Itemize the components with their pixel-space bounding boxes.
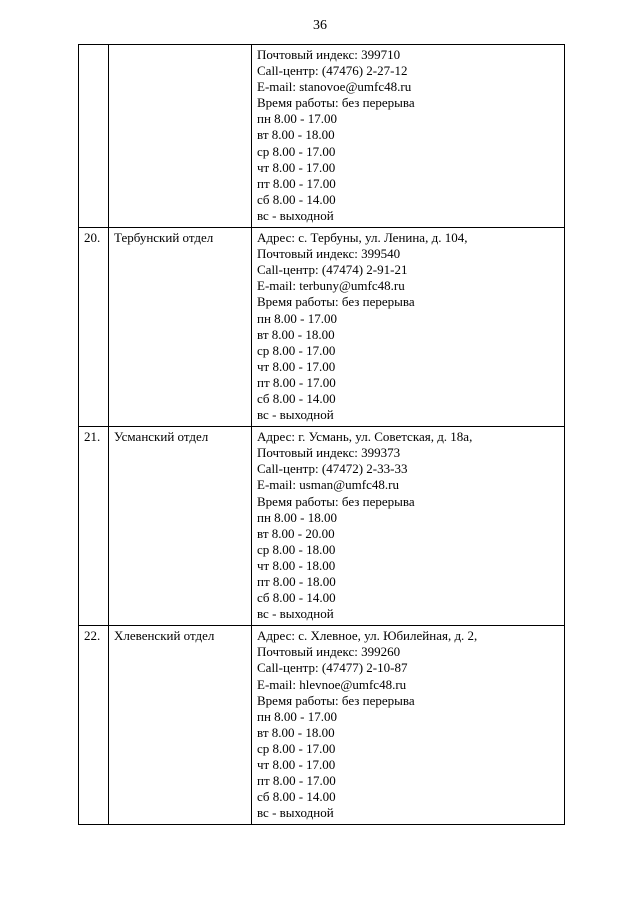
schedule-line: вт 8.00 - 18.00 [257,724,335,740]
office-postal: Почтовый индекс: 399710 [257,47,401,62]
schedule-line: ср 8.00 - 17.00 [257,143,336,159]
schedule-line: сб 8.00 - 14.00 [257,390,336,406]
office-details [252,45,565,228]
office-hours-title: Время работы: без перерыва [257,692,415,708]
office-hours-title: Время работы: без перерыва [257,294,415,310]
schedule-line: ср 8.00 - 18.00 [257,541,336,557]
office-details [252,427,565,626]
schedule-line: сб 8.00 - 14.00 [257,789,336,805]
office-address: Адрес: с. Хлевное, ул. Юбилейная, д. 2, [257,628,478,644]
office-address: Адрес: с. Тербуны, ул. Ленина, д. 104, [257,230,468,246]
schedule-line: вс - выходной [257,606,334,622]
table-row [79,626,565,825]
schedule-line: ср 8.00 - 17.00 [257,342,336,358]
row-number [79,45,109,228]
schedule-line: пт 8.00 - 17.00 [257,773,336,789]
page-number: 36 [313,18,327,33]
schedule-line: пн 8.00 - 17.00 [257,111,337,127]
schedule-line: пн 8.00 - 17.00 [257,310,337,326]
table-row [79,45,565,228]
office-email: E-mail: usman@umfc48.ru [257,477,399,493]
schedule-line: чт 8.00 - 17.00 [257,159,336,175]
office-name: Хлевенский отдел [109,626,252,825]
row-number: 20. [79,228,109,427]
office-phone: Call-центр: (47477) 2-10-87 [257,660,408,676]
schedule-line: пт 8.00 - 17.00 [257,175,336,191]
office-details [252,626,565,825]
schedule-line: чт 8.00 - 17.00 [257,358,336,374]
office-email: E-mail: terbuny@umfc48.ru [257,278,405,294]
schedule-line: вт 8.00 - 18.00 [257,326,335,342]
office-name: Усманский отдел [109,427,252,626]
office-postal: Почтовый индекс: 399373 [257,445,401,461]
office-postal: Почтовый индекс: 399540 [257,246,401,262]
office-postal: Почтовый индекс: 399260 [257,644,401,660]
office-address: Адрес: г. Усмань, ул. Советская, д. 18а, [257,429,473,445]
row-number: 21. [79,427,109,626]
office-phone: Call-центр: (47472) 2-33-33 [257,461,408,477]
schedule-line: вт 8.00 - 18.00 [257,127,335,143]
office-name: Тербунский отдел [109,228,252,427]
office-phone: Call-центр: (47474) 2-91-21 [257,262,408,278]
schedule-line: вт 8.00 - 20.00 [257,525,335,541]
office-details [252,228,565,427]
office-phone: Call-центр: (47476) 2-27-12 [257,63,408,79]
office-name [109,45,252,228]
office-hours-title: Время работы: без перерыва [257,493,415,509]
schedule-line: вс - выходной [257,805,334,821]
schedule-line: сб 8.00 - 14.00 [257,590,336,606]
schedule-line: чт 8.00 - 18.00 [257,557,336,573]
schedule-line: вс - выходной [257,407,334,423]
schedule-line: чт 8.00 - 17.00 [257,757,336,773]
offices-table [78,44,565,825]
schedule-line: пн 8.00 - 18.00 [257,509,337,525]
schedule-line: пт 8.00 - 17.00 [257,374,336,390]
row-number: 22. [79,626,109,825]
table-row [79,427,565,626]
schedule-line: вс - выходной [257,207,334,223]
office-email: E-mail: hlevnoe@umfc48.ru [257,676,407,692]
office-hours-title: Время работы: без перерыва [257,95,415,111]
office-email: E-mail: stanovoe@umfc48.ru [257,79,412,95]
schedule-line: ср 8.00 - 17.00 [257,740,336,756]
table-row [79,228,565,427]
schedule-line: пн 8.00 - 17.00 [257,708,337,724]
schedule-line: пт 8.00 - 18.00 [257,574,336,589]
schedule-line: сб 8.00 - 14.00 [257,191,336,207]
